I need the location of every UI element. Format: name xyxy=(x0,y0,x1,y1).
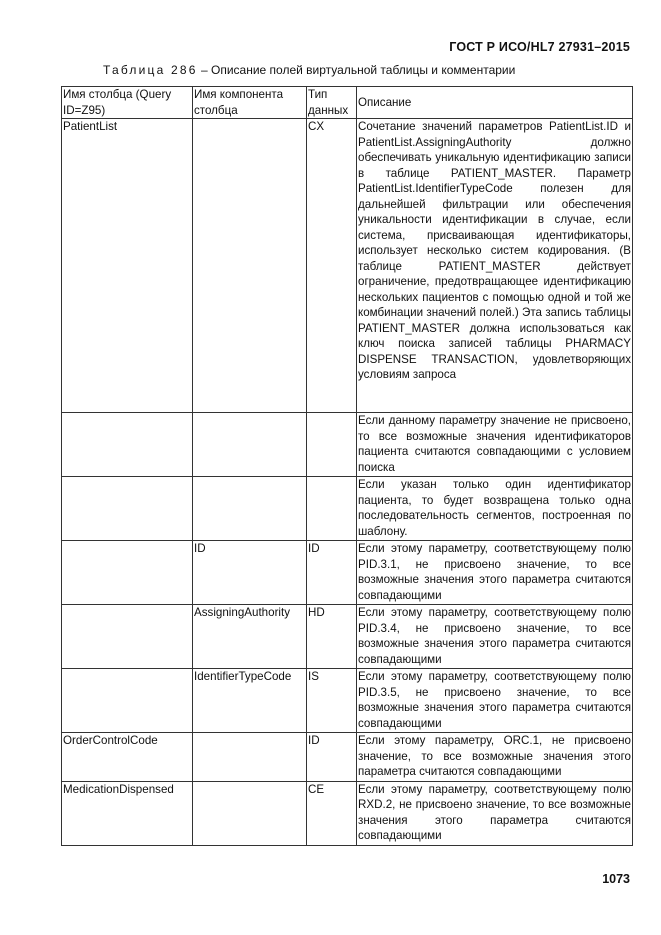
cell-description: Если данному параметру значение не присвоено, то все возможные значения идентификаторов пациента считаются совпадающими с условием поиска xyxy=(357,413,633,477)
table-row xyxy=(62,413,633,477)
cell-column-name xyxy=(62,669,193,733)
cell-component xyxy=(193,413,307,477)
table-caption-label: Таблица 286 xyxy=(103,63,198,77)
table-row xyxy=(62,781,633,845)
standard-header: ГОСТ Р ИСО/HL7 27931–2015 xyxy=(449,40,630,54)
cell-description: Сочетание значений параметров PatientList.ID и PatientList.AssigningAuthority должно обеспечивать уникальную идентификацию записи в таблице PATIENT_MASTER. Параметр PatientList.IdentifierTypeCode полезен для дальнейшей фильтрации или обеспечения уникальности идентификации в случае, если система, присваивающая идентификаторы, использует несколько систем кодирования. (В таблице PATIENT_MASTER действует ограничение, предотвращающее идентификацию нескольких пациентов с помощью одной и той же комбинации значений полей.) Эта запись таблицы PATIENT_MASTER должна использоваться как ключ поиска записей таблицы PHARMACY DISPENSE TRANSACTION, удовлетворяющих условиям запроса xyxy=(357,119,633,413)
cell-component: IdentifierTypeCode xyxy=(193,669,307,733)
cell-type: IS xyxy=(307,669,357,733)
cell-column-name: OrderControlCode xyxy=(62,733,193,782)
cell-column-name: PatientList xyxy=(62,119,193,413)
table-row xyxy=(62,477,633,541)
page-number: 1073 xyxy=(602,872,630,886)
cell-column-name xyxy=(62,541,193,605)
cell-type: ID xyxy=(307,541,357,605)
cell-description: Если этому параметру, соответствующему полю PID.3.5, не присвоено значение, то все возможные значения этого параметра считаются совпадающими xyxy=(357,669,633,733)
cell-type: HD xyxy=(307,605,357,669)
cell-component: AssigningAuthority xyxy=(193,605,307,669)
cell-column-name: MedicationDispensed xyxy=(62,781,193,845)
cell-description: Если этому параметру, соответствующему полю PID.3.4, не присвоено значение, то все возможные значения этого параметра считаются совпадающими xyxy=(357,605,633,669)
cell-column-name xyxy=(62,477,193,541)
table-row xyxy=(62,119,633,413)
cell-description: Если этому параметру, соответствующему полю PID.3.1, не присвоено значение, то все возможные значения этого параметра считаются совпадающими xyxy=(357,541,633,605)
cell-type: ID xyxy=(307,733,357,782)
table-row xyxy=(62,669,633,733)
table-row xyxy=(62,605,633,669)
table-row xyxy=(62,541,633,605)
cell-type xyxy=(307,477,357,541)
cell-type: CX xyxy=(307,119,357,413)
cell-component: ID xyxy=(193,541,307,605)
table-caption-text: Описание полей виртуальной таблицы и комментарии xyxy=(210,63,516,77)
cell-component xyxy=(193,781,307,845)
table-row xyxy=(62,733,633,782)
cell-component xyxy=(193,733,307,782)
cell-description: Если этому параметру, соответствующему полю RXD.2, не присвоено значение, то все возможные значения этого параметра считаются совпадающими xyxy=(357,781,633,845)
table-caption-dash: – xyxy=(200,63,208,77)
cell-column-name xyxy=(62,413,193,477)
cell-component xyxy=(193,119,307,413)
header-data-type: Тип данных xyxy=(307,87,357,119)
cell-type: CE xyxy=(307,781,357,845)
table-caption xyxy=(103,63,515,77)
cell-component xyxy=(193,477,307,541)
cell-description: Если этому параметру, ORC.1, не присвоено значение, то все возможные значения этого параметра считаются совпадающими xyxy=(357,733,633,782)
header-component-name: Имя компонента столбца xyxy=(193,87,307,119)
fields-table xyxy=(61,86,633,846)
header-column-name: Имя столбца (Query ID=Z95) xyxy=(62,87,193,119)
cell-column-name xyxy=(62,605,193,669)
header-description: Описание xyxy=(357,87,633,119)
table-header-row xyxy=(62,87,633,119)
cell-description: Если указан только один идентификатор пациента, то будет возвращена только одна последовательность сегментов, построенная по шаблону. xyxy=(357,477,633,541)
cell-type xyxy=(307,413,357,477)
